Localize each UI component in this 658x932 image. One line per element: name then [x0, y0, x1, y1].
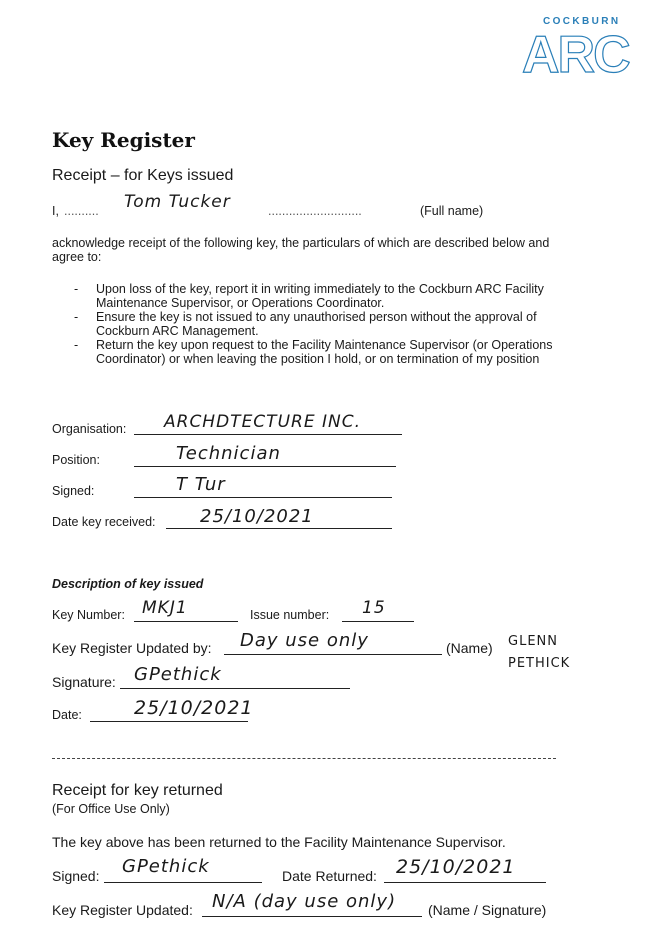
organisation-line	[134, 434, 402, 435]
key-number-value: MKJ1	[142, 598, 188, 618]
arc-logo	[522, 28, 640, 76]
full-name-dots-right: ...........................	[268, 204, 362, 218]
issue-number-label: Issue number:	[250, 608, 330, 622]
organisation-value: ARCHDTECTURE INC.	[164, 412, 361, 432]
date-received-value: 25/10/2021	[200, 506, 314, 527]
issue-number-value: 15	[362, 598, 386, 618]
logo-brand-small: COCKBURN	[543, 16, 621, 27]
full-name-value: Tom Tucker	[124, 192, 231, 212]
register-updated-value: N/A (day use only)	[212, 891, 397, 912]
issue-date-label: Date:	[52, 708, 82, 722]
date-returned-value: 25/10/2021	[396, 856, 516, 878]
returned-statement: The key above has been returned to the Facility Maintenance Supervisor.	[52, 834, 506, 850]
full-name-prefix: I,	[52, 204, 59, 218]
returned-heading: Receipt for key returned	[52, 782, 223, 799]
returned-subheading: (For Office Use Only)	[52, 802, 170, 816]
page-title: Key Register	[52, 128, 195, 152]
signed-line	[134, 497, 392, 498]
issue-number-line	[342, 621, 414, 622]
name-signature-label: (Name / Signature)	[428, 902, 547, 918]
organisation-label: Organisation:	[52, 422, 127, 436]
condition-item: - Ensure the key is not issued to any unauthorised person without the approval of Cockburn ARC Management.	[72, 310, 564, 338]
condition-item: - Return the key upon request to the Facility Maintenance Supervisor (or Operations Coordinator) or when leaving the position I hold, or on termination of my position	[72, 338, 564, 366]
name-value-line1: GLENN	[508, 634, 558, 649]
signature-line	[120, 688, 350, 689]
position-label: Position:	[52, 453, 100, 467]
key-number-label: Key Number:	[52, 608, 125, 622]
date-received-label: Date key received:	[52, 515, 156, 529]
name-label: (Name)	[446, 640, 493, 656]
acknowledgement-text: acknowledge receipt of the following key, the particulars of which are described below and agree to:	[52, 236, 550, 264]
returned-signature: GPethick	[122, 856, 210, 877]
section-divider	[52, 758, 556, 759]
date-returned-line	[384, 882, 546, 883]
full-name-label: (Full name)	[420, 204, 484, 218]
updated-by-label: Key Register Updated by:	[52, 640, 212, 656]
register-updated-label: Key Register Updated:	[52, 902, 193, 918]
returned-signed-label: Signed:	[52, 868, 100, 884]
signature-label: Signature:	[52, 674, 116, 690]
page-subtitle: Receipt – for Keys issued	[52, 167, 234, 184]
issue-date-value: 25/10/2021	[134, 697, 254, 719]
register-updated-line	[202, 916, 422, 917]
updated-by-value: Day use only	[240, 630, 369, 651]
key-number-line	[134, 621, 238, 622]
returned-signed-line	[104, 882, 262, 883]
name-value-line2: PETHICK	[508, 656, 571, 671]
full-name-dots-left: ..........	[64, 204, 99, 218]
logo-brand-large: ARC	[522, 28, 629, 76]
key-issued-heading: Description of key issued	[52, 577, 204, 591]
condition-item: - Upon loss of the key, report it in writing immediately to the Cockburn ARC Facility Maintenance Supervisor, or Operations Coordinator.	[72, 282, 564, 310]
date-received-line	[166, 528, 392, 529]
date-returned-label: Date Returned:	[282, 868, 377, 884]
issue-date-line	[90, 721, 248, 722]
holder-signature: T Tur	[176, 474, 226, 495]
issuer-signature: GPethick	[134, 664, 222, 685]
position-value: Technician	[176, 443, 281, 464]
position-line	[134, 466, 396, 467]
signed-label: Signed:	[52, 484, 95, 498]
updated-by-line	[224, 654, 442, 655]
conditions-list	[72, 282, 564, 366]
